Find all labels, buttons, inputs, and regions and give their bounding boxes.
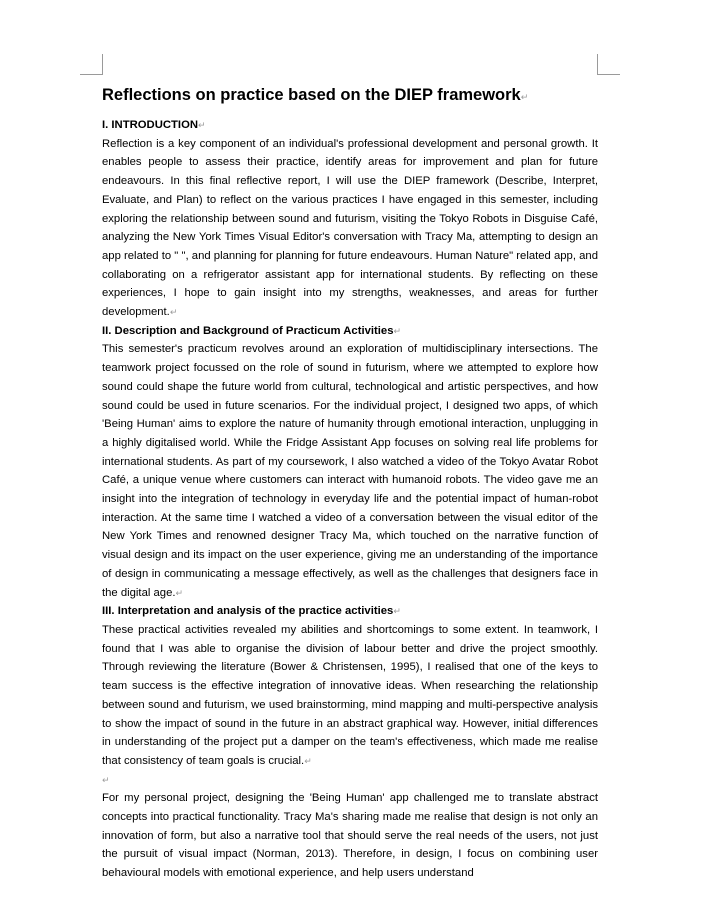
paragraph-mark-icon: ↵ — [304, 755, 312, 766]
paragraph-mark-icon: ↵ — [520, 92, 529, 102]
paragraph-text: Reflection is a key component of an individual's professional development and personal growth. It enables people to assess their practice, identify areas for improvement and plan for future endeavours. In this final reflective report, I will use the DIEP framework (Describe, Interpret, Evaluate, and Plan) to reflect on the various practices I have engaged in this semester, including exploring the relationship between sound and futurism, visiting the Tokyo Robots in Disguise Café, analyzing the New York Times Visual Editor's conversation with Tracy Ma, attempting to design an app related to " ", and planning for planning for future endeavours. Human Nature" related app, and collaborating on a refrigerator assistant app for international students. By reflecting on these experiences, I hope to gain insight into my strengths, weaknesses, and areas for further development. — [102, 137, 598, 319]
crop-mark-top-left — [80, 54, 103, 75]
paragraph-mark-icon: ↵ — [169, 307, 178, 318]
paragraph-text: This semester's practicum revolves around an exploration of multidisciplinary intersections. The teamwork project focussed on the role of sound in futurism, where we attempted to explore how sound could shape the future world from cultural, technological and artistic perspectives, and how sound could be used in future scenarios. For the individual project, I designed two apps, of which 'Being Human' aims to explore the nature of humanity through emotional interaction, unplugging in a highly digitalised world. While the Fridge Assistant App focuses on solving real life problems for international students. As part of my coursework, I also watched a video of the Tokyo Avatar Robot Café, a unique venue where customers can interact with humanoid robots. The video gave me an insight into the integration of technology in everyday life and the potential impact of human-robot interaction. At the same time I watched a video of a conversation between the visual editor of the New York Times and renowned designer Tracy Ma, which touched on the narrative function of visual design and its impact on the user experience, giving me an understanding of the importance of design in communicating a message effectively, as well as the challenges that designers face in the digital age. — [102, 343, 598, 599]
document-title-text: Reflections on practice based on the DIEP framework — [102, 86, 521, 104]
body-paragraph — [102, 135, 598, 322]
paragraph-text: For my personal project, designing the 'Being Human' app challenged me to translate abstract concepts into practical functionality. Tracy Ma's sharing made me realise that design is not only an innovation of form, but also a narrative tool that should serve the real needs of the users, not just the pursuit of visual impact (Norman, 2013). Therefore, in design, I focus on combining user behavioural models with emotional experience, and help users understand — [102, 792, 598, 880]
body-paragraph — [102, 789, 598, 883]
paragraph-mark-icon: ↵ — [175, 587, 184, 598]
paragraph-mark-icon: ↵ — [198, 120, 206, 130]
body-paragraph — [102, 621, 598, 771]
document-title — [102, 85, 598, 107]
paragraph-text: These practical activities revealed my abilities and shortcomings to some extent. In teamwork, I found that I was able to organise the division of labour better and drive the project smoothly. Through reviewing the literature (Bower & Christensen, 1995), I realised that one of the keys to team success is the effective integration of innovative ideas. When researching the relationship between sound and futurism, we used brainstorming, mind mapping and multi-perspective analysis to show the impact of sound in the future in an abstract graphical way. However, initial differences in understanding of the project put a damper on the team's effectiveness, which made me realise that consistency of team goals is crucial. — [102, 623, 598, 767]
paragraph-mark-icon: ↵ — [102, 774, 110, 785]
section-heading — [102, 322, 598, 341]
paragraph-mark-icon: ↵ — [393, 606, 401, 617]
section-heading-text: I. INTRODUCTION — [102, 119, 199, 131]
section-heading — [102, 602, 598, 621]
paragraph-mark-icon: ↵ — [393, 325, 402, 336]
document-page — [102, 85, 598, 883]
empty-paragraph — [102, 771, 598, 790]
section-heading — [102, 116, 598, 135]
crop-mark-top-right — [597, 54, 620, 75]
section-heading-text: III. Interpretation and analysis of the practice activities — [102, 605, 394, 618]
body-paragraph — [102, 340, 598, 602]
section-heading-text: II. Description and Background of Practicum Activities — [102, 324, 394, 337]
